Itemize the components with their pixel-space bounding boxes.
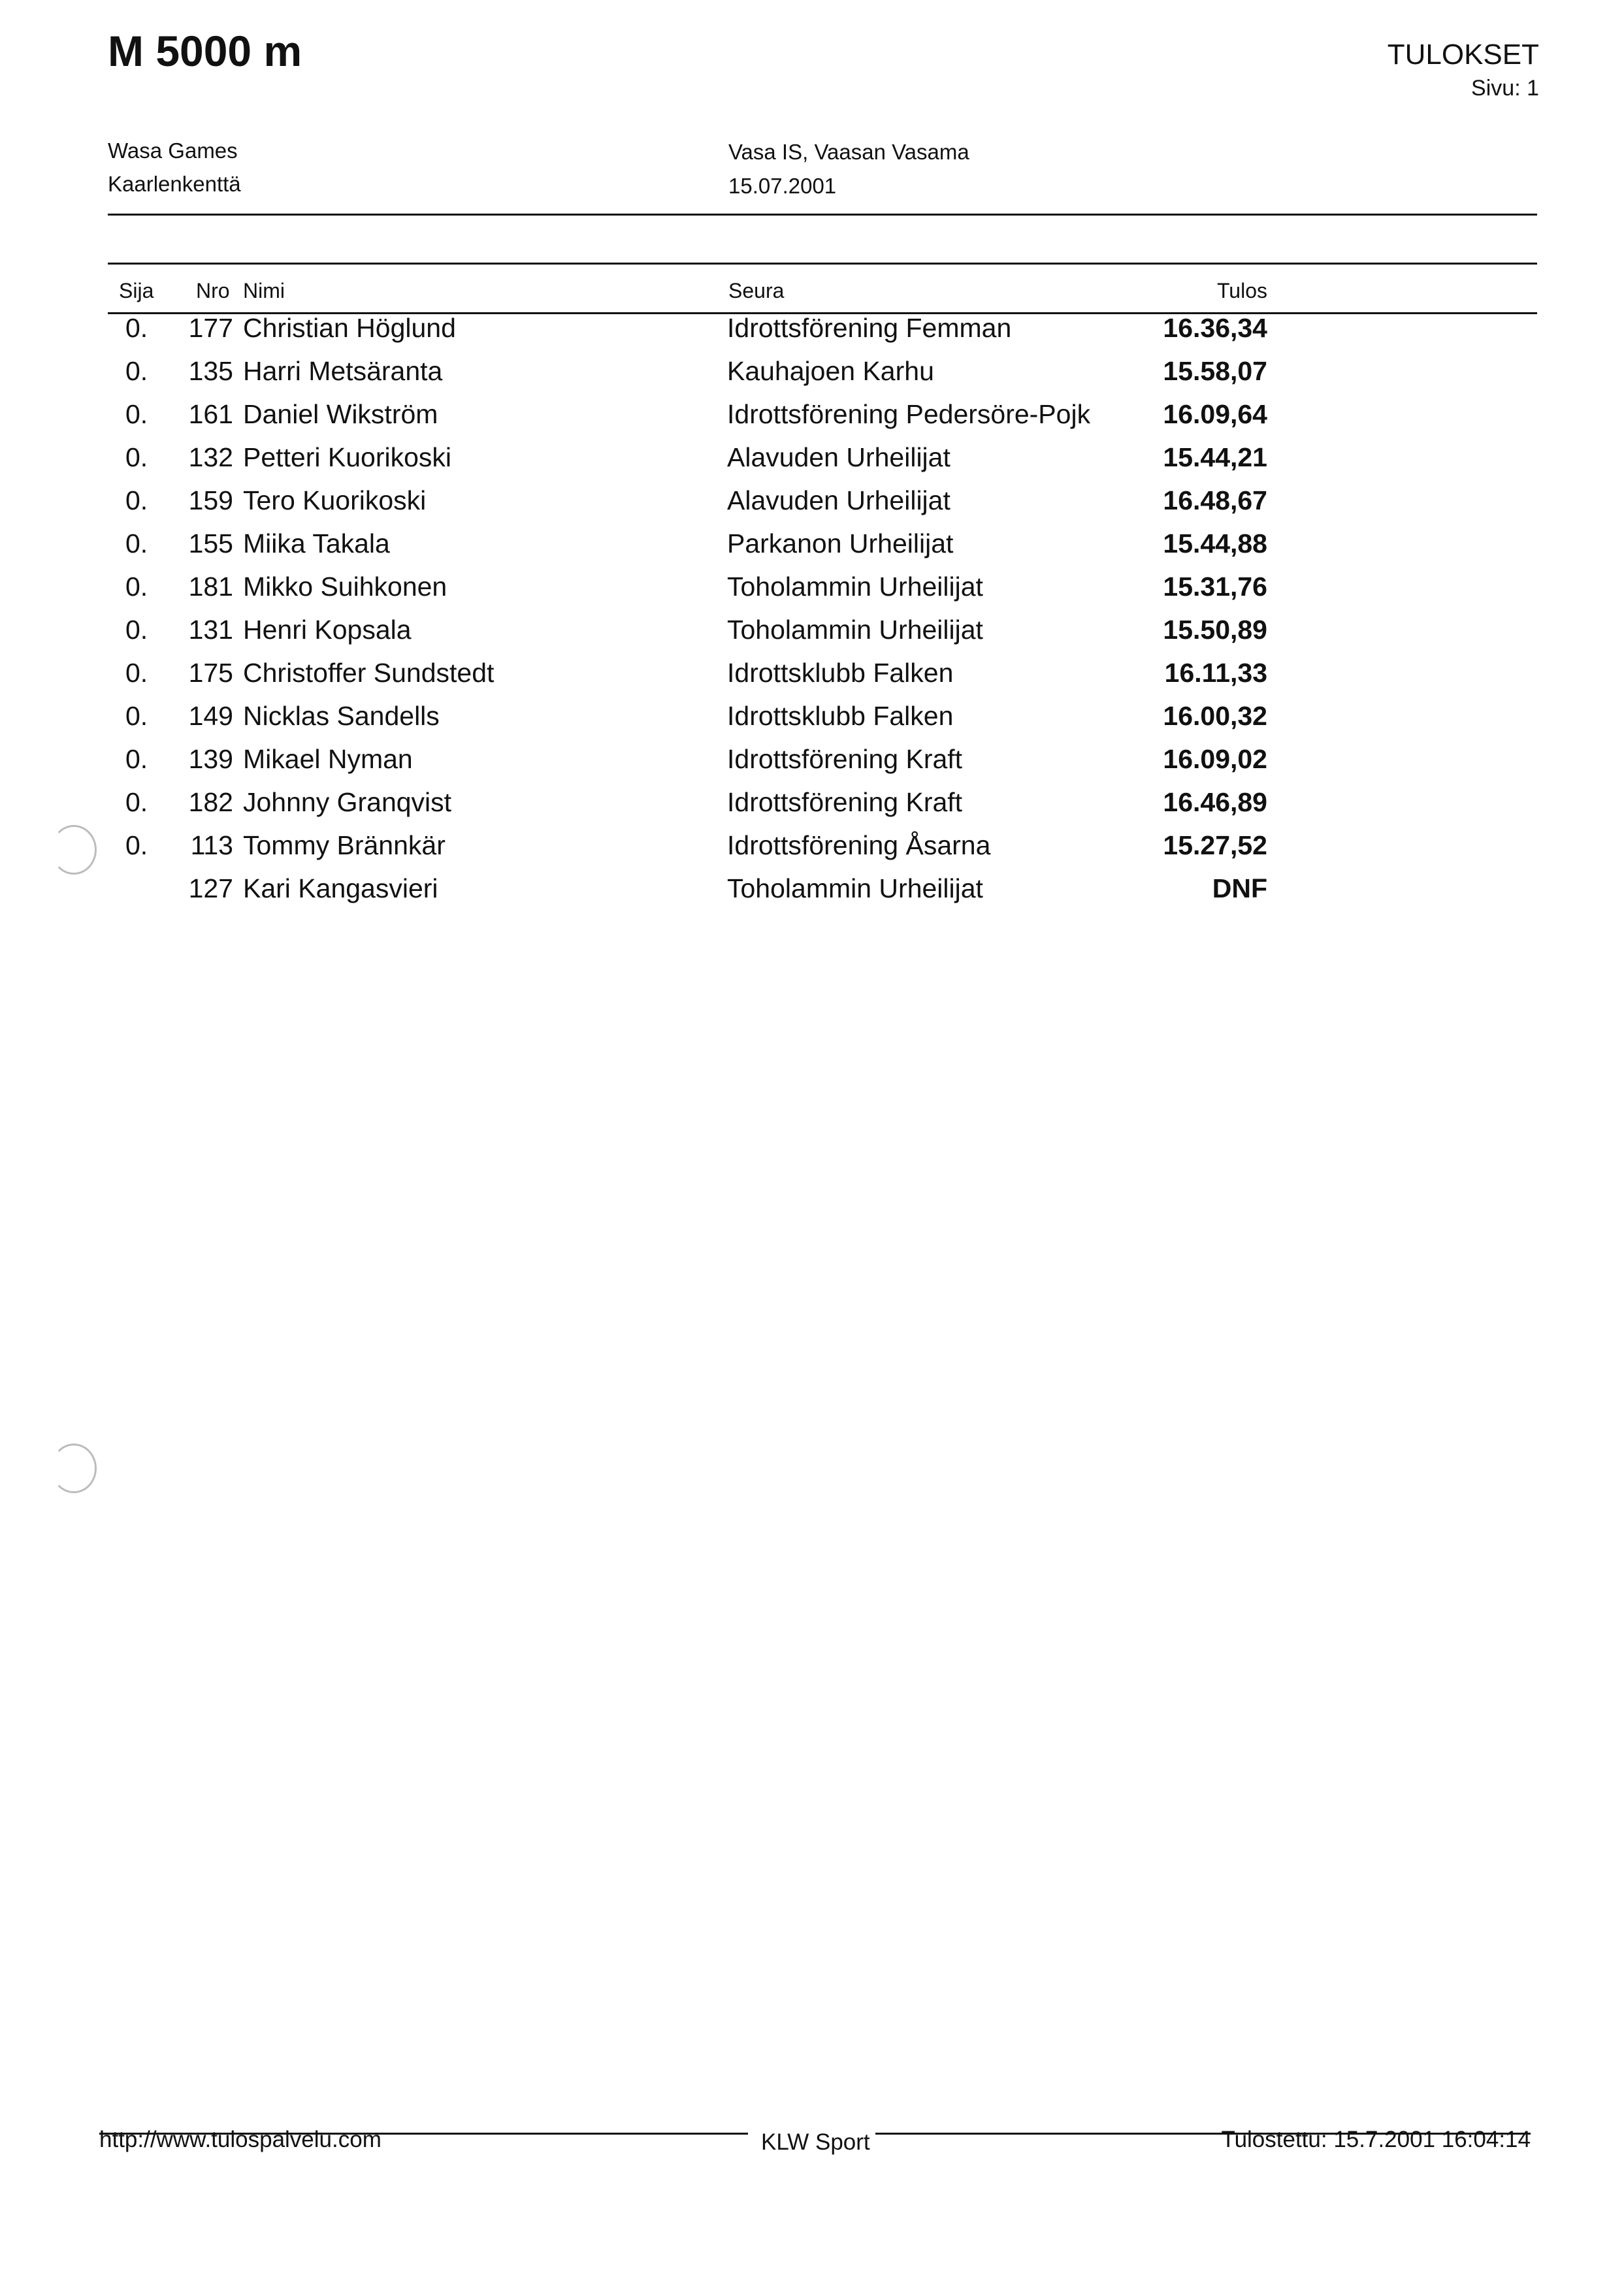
row-athlete-name: Mikko Suihkonen [243, 572, 447, 602]
row-result: 15.27,52 [1163, 830, 1267, 860]
event-date: 15.07.2001 [728, 174, 837, 198]
row-position: 0. [125, 701, 148, 731]
row-athlete-name: Mikael Nyman [243, 744, 413, 774]
column-header-sija: Sija [119, 279, 154, 302]
row-bib-number: 175 [188, 658, 233, 688]
row-position: 0. [125, 830, 148, 860]
row-position: 0. [125, 615, 148, 645]
row-result: 16.11,33 [1164, 658, 1267, 688]
footer-software: KLW Sport [761, 2129, 870, 2155]
row-athlete-name: Nicklas Sandells [243, 701, 440, 731]
row-club: Idrottsförening Kraft [727, 744, 963, 774]
row-bib-number: 131 [188, 615, 233, 645]
row-athlete-name: Kari Kangasvieri [243, 873, 438, 903]
table-row [0, 487, 1624, 530]
row-bib-number: 113 [190, 830, 233, 860]
row-bib-number: 132 [188, 442, 233, 472]
column-header-tulos: Tulos [1216, 279, 1267, 302]
row-position: 0. [125, 356, 148, 386]
header-divider [108, 214, 1537, 216]
row-result: 15.50,89 [1163, 615, 1267, 645]
row-bib-number: 127 [188, 873, 233, 903]
row-result: 16.09,02 [1163, 744, 1267, 774]
table-row [0, 530, 1624, 574]
column-header-nimi: Nimi [243, 279, 285, 302]
table-row [0, 875, 1624, 918]
row-position: 0. [125, 744, 148, 774]
row-club: Idrottsförening Åsarna [727, 830, 991, 860]
column-header-seura: Seura [728, 279, 785, 302]
row-athlete-name: Christoffer Sundstedt [243, 658, 495, 688]
row-club: Alavuden Urheilijat [727, 485, 950, 515]
table-row [0, 832, 1624, 875]
row-club: Idrottsklubb Falken [727, 701, 954, 731]
row-result: 16.46,89 [1163, 787, 1267, 817]
row-result: 16.48,67 [1163, 485, 1267, 515]
row-position: 0. [125, 787, 148, 817]
column-header-nro: Nro [196, 279, 230, 302]
row-position: 0. [125, 572, 148, 602]
row-bib-number: 181 [188, 572, 233, 602]
row-club: Toholammin Urheilijat [727, 615, 983, 645]
row-club: Idrottsförening Kraft [727, 787, 963, 817]
organizer: Vasa IS, Vaasan Vasama [728, 140, 969, 164]
row-position: 0. [125, 313, 148, 343]
footer-url: http://www.tulospalvelu.com [99, 2127, 382, 2152]
row-bib-number: 135 [188, 356, 233, 386]
row-club: Toholammin Urheilijat [727, 572, 983, 602]
row-result: 15.31,76 [1163, 572, 1267, 602]
row-athlete-name: Johnny Granqvist [243, 787, 452, 817]
row-result: 16.00,32 [1163, 701, 1267, 731]
row-bib-number: 139 [188, 744, 233, 774]
row-club: Parkanon Urheilijat [727, 528, 954, 558]
row-club: Kauhajoen Karhu [727, 356, 934, 386]
row-position: 0. [125, 399, 148, 429]
meet-name: Wasa Games [108, 138, 238, 163]
table-row [0, 703, 1624, 746]
row-athlete-name: Tommy Brännkär [243, 830, 446, 860]
row-bib-number: 155 [188, 528, 233, 558]
row-athlete-name: Daniel Wikström [243, 399, 438, 429]
row-club: Idrottsklubb Falken [727, 658, 954, 688]
row-bib-number: 161 [188, 399, 233, 429]
page-number: Sivu: 1 [1471, 76, 1539, 101]
row-result: DNF [1212, 873, 1267, 903]
row-bib-number: 149 [188, 701, 233, 731]
table-row [0, 358, 1624, 401]
table-row [0, 617, 1624, 660]
row-position: 0. [125, 442, 148, 472]
row-club: Idrottsförening Pedersöre-Pojk [727, 399, 1091, 429]
row-result: 15.44,88 [1163, 528, 1267, 558]
punch-hole-mark [51, 1444, 97, 1493]
table-row [0, 574, 1624, 617]
row-club: Idrottsförening Femman [727, 313, 1012, 343]
page-title: M 5000 m [108, 27, 302, 75]
venue: Kaarlenkenttä [108, 172, 241, 196]
document-type: TULOKSET [1387, 39, 1539, 71]
punch-hole-mark [51, 825, 97, 875]
table-row [0, 315, 1624, 358]
row-club: Alavuden Urheilijat [727, 442, 950, 472]
table-row [0, 444, 1624, 487]
table-row [0, 746, 1624, 789]
row-position: 0. [125, 485, 148, 515]
row-bib-number: 182 [188, 787, 233, 817]
row-club: Toholammin Urheilijat [727, 873, 983, 903]
row-athlete-name: Christian Höglund [243, 313, 456, 343]
row-position: 0. [125, 528, 148, 558]
row-athlete-name: Petteri Kuorikoski [243, 442, 452, 472]
row-result: 16.36,34 [1163, 313, 1267, 343]
row-result: 15.44,21 [1163, 442, 1267, 472]
row-bib-number: 159 [188, 485, 233, 515]
row-bib-number: 177 [188, 313, 233, 343]
table-top-divider [108, 263, 1537, 265]
row-athlete-name: Miika Takala [243, 528, 390, 558]
table-row [0, 660, 1624, 703]
row-position: 0. [125, 658, 148, 688]
footer-printed-timestamp: Tulostettu: 15.7.2001 16:04:14 [1221, 2127, 1531, 2152]
row-athlete-name: Harri Metsäranta [243, 356, 443, 386]
table-row [0, 789, 1624, 832]
table-row [0, 401, 1624, 444]
row-result: 16.09,64 [1163, 399, 1267, 429]
row-athlete-name: Tero Kuorikoski [243, 485, 427, 515]
row-result: 15.58,07 [1163, 356, 1267, 386]
row-athlete-name: Henri Kopsala [243, 615, 412, 645]
